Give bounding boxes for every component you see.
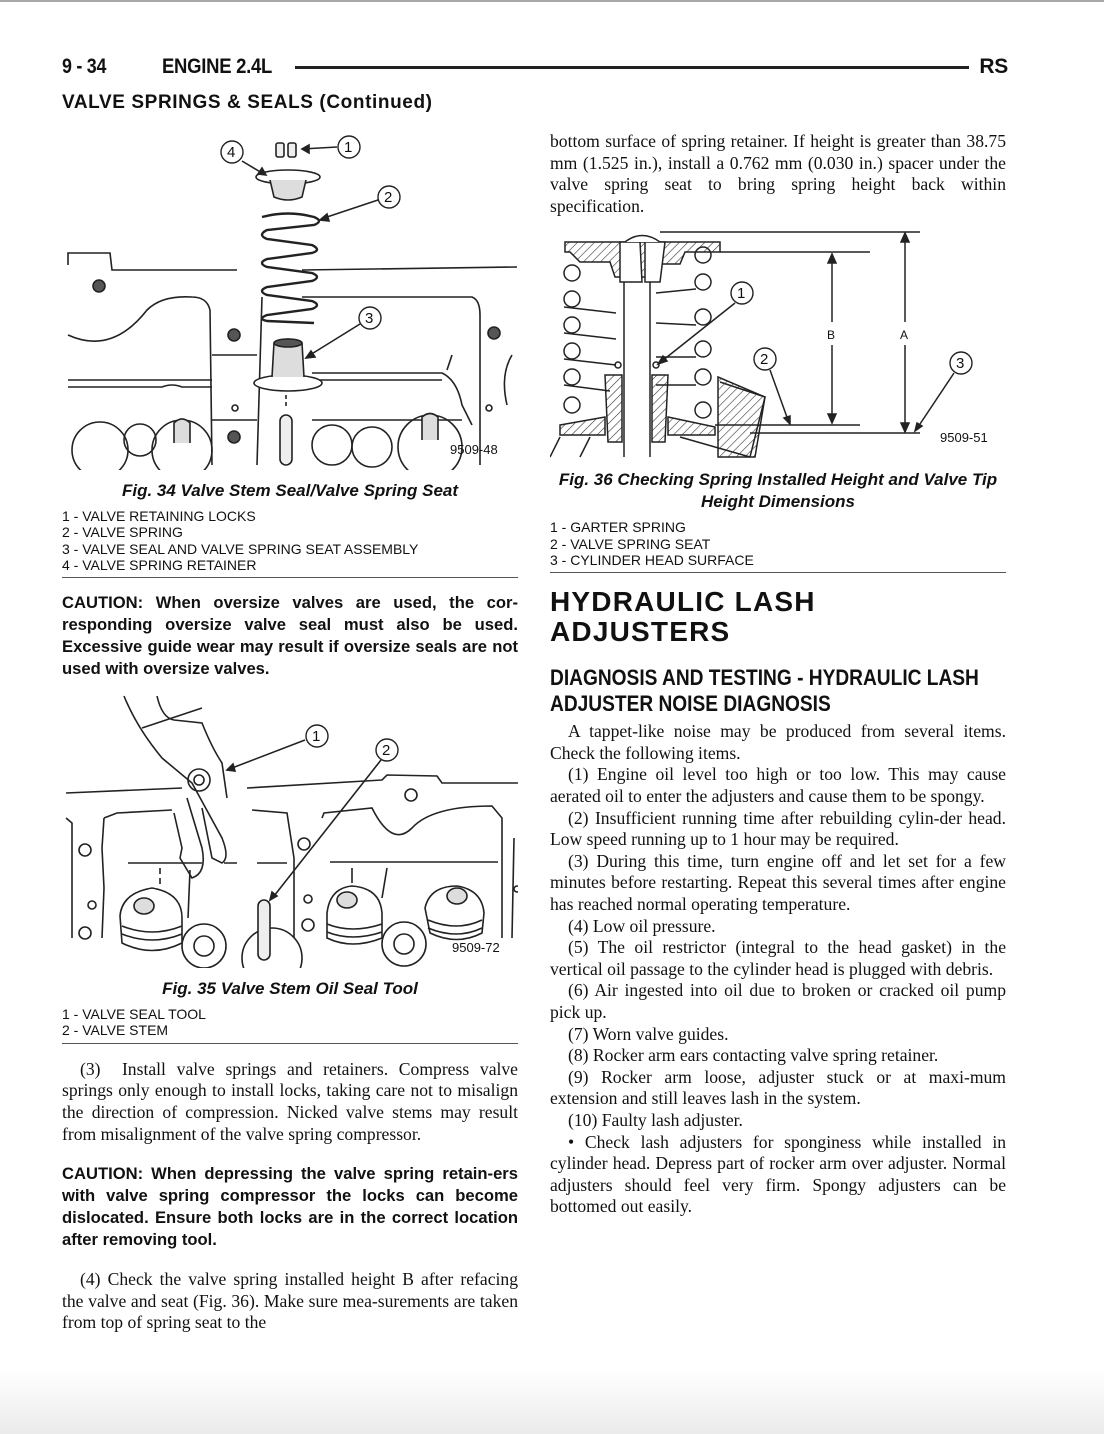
diagnosis-item: (2) Insufficient running time after rebuilding cylin-der head. Low speed running up to 1 hour may be required.	[550, 807, 1006, 850]
diagnosis-item: (6) Air ingested into oil due to broken or cracked oil pump pick up.	[550, 980, 1006, 1022]
legend-item: 2 - VALVE SPRING	[62, 524, 183, 541]
callout-2: 2	[760, 351, 769, 369]
subsection-title: DIAGNOSIS AND TESTING - HYDRAULIC LASH ADJUSTER NOISE DIAGNOSIS	[550, 665, 979, 717]
legend-item: 1 - VALVE SEAL TOOL	[62, 1006, 206, 1023]
figure-34	[62, 125, 518, 470]
callout-2: 2	[384, 189, 393, 206]
legend-item: 2 - VALVE SPRING SEAT	[550, 535, 711, 552]
figure-35-legend	[62, 1006, 518, 1044]
callout-1: 1	[344, 139, 353, 156]
valve-spring-illustration	[62, 125, 518, 470]
page-number: 9 - 34	[62, 55, 107, 78]
callout-3: 3	[365, 310, 374, 327]
continued-section-title: VALVE SPRINGS & SEALS (Continued)	[62, 92, 433, 113]
legend-item: 1 - GARTER SPRING	[550, 519, 686, 536]
figure-36	[550, 227, 1006, 462]
diagnosis-item: (7) Worn valve guides.	[568, 1023, 729, 1044]
valve-seal-tool-illustration	[62, 688, 518, 968]
figure-36-legend	[550, 519, 1006, 573]
diagnosis-item: (3) During this time, turn engine off and let set for a few minutes before restarting. Repeat this several times after engine has reached normal operating temperature.	[550, 850, 1006, 915]
caution-locks: CAUTION: When depressing the valve spring retain-ers with valve spring compressor the locks can become dislocated. Ensure both locks are in the correct location after removing tool.	[62, 1164, 518, 1250]
figure-35	[62, 688, 518, 968]
step-4	[62, 1269, 518, 1334]
legend-item: 2 - VALVE STEM	[62, 1022, 169, 1039]
step-4-continued	[550, 131, 1006, 217]
page-bottom-shadow	[0, 1370, 1104, 1434]
section-title: HYDRAULIC LASH ADJUSTERS	[550, 586, 816, 648]
figure-code: 9509-72	[452, 940, 500, 956]
legend-item: 4 - VALVE SPRING RETAINER	[62, 556, 257, 573]
diagnosis-item: (1) Engine oil level too high or too low. This may cause aerated oil to enter the adjusters and cause them to be spongy.	[550, 764, 1006, 807]
step-3	[62, 1058, 523, 1145]
diagnosis-list	[550, 721, 1006, 1218]
callout-2: 2	[382, 742, 391, 760]
figure-35-caption: Fig. 35 Valve Stem Oil Seal Tool	[162, 979, 418, 999]
diagnosis-item: (8) Rocker arm ears contacting valve spring retainer.	[568, 1045, 939, 1066]
diagnosis-item: (5) The oil restrictor (integral to the head gasket) in the vertical oil passage to the cylinder head is plugged with debris.	[550, 937, 1006, 979]
figure-code: 9509-48	[450, 442, 498, 457]
diagnosis-item: (9) Rocker arm loose, adjuster stuck or at maxi-mum extension and still leaves lash in the system.	[550, 1066, 1006, 1109]
step-3-text: (3) Install valve springs and retainers. Compress valve springs only enough to install locks, taking care not to misalign the direction of compression. Nicked valve stems may result from misalignment of the valve spring compressor.	[62, 1058, 523, 1144]
right-column	[550, 131, 1006, 1218]
legend-item: 3 - CYLINDER HEAD SURFACE	[550, 551, 754, 568]
callout-1: 1	[737, 285, 746, 303]
caution-oversize-valves: CAUTION: When oversize valves are used, the cor-responding oversize valve seal must also be used. Excessive guide wear may result if oversize seals are not used with oversize valves.	[62, 593, 518, 679]
diagnosis-item: (10) Faulty lash adjuster.	[568, 1109, 743, 1130]
header-rule	[295, 66, 969, 69]
top-border	[0, 0, 1104, 2]
diagnosis-item: (4) Low oil pressure.	[568, 915, 716, 936]
model-code: RS	[979, 55, 1008, 78]
diagnosis-intro: A tappet-like noise may be produced from several items. Check the following items.	[550, 721, 1006, 763]
callout-1: 1	[312, 728, 321, 746]
legend-item: 3 - VALVE SEAL AND VALVE SPRING SEAT ASSEMBLY	[62, 540, 419, 557]
left-column	[62, 125, 523, 1334]
spring-height-illustration	[550, 227, 1006, 462]
figure-code: 9509-51	[940, 430, 988, 446]
figure-36-caption: Fig. 36 Checking Spring Installed Height and Valve Tip Height Dimensions	[558, 470, 998, 512]
legend-item: 1 - VALVE RETAINING LOCKS	[62, 508, 256, 524]
diagnosis-bullet: • Check lash adjusters for sponginess while installed in cylinder head. Depress part of rocker arm over adjuster. Normal adjusters should feel very firm. Spongy adjusters can be bottomed out easily.	[550, 1131, 1006, 1217]
page-header	[62, 52, 1008, 82]
step-4-text: (4) Check the valve spring installed height B after refacing the valve and seat (Fig. 36). Make sure mea-surements are taken from top of spring seat to the	[62, 1269, 518, 1333]
section-name: ENGINE 2.4L	[162, 55, 273, 78]
dimension-a-label: A	[900, 328, 909, 343]
figure-34-caption: Fig. 34 Valve Stem Seal/Valve Spring Seat	[121, 481, 459, 500]
step-4-continued-text: bottom surface of spring retainer. If height is greater than 38.75 mm (1.525 in.), install a 0.762 mm (0.030 in.) spacer under the valve spring seat to bring spring height back within specification.	[550, 131, 1006, 216]
callout-4: 4	[227, 144, 236, 161]
callout-3: 3	[956, 355, 965, 373]
figure-34-legend	[62, 508, 518, 578]
dimension-b-label: B	[827, 328, 836, 343]
